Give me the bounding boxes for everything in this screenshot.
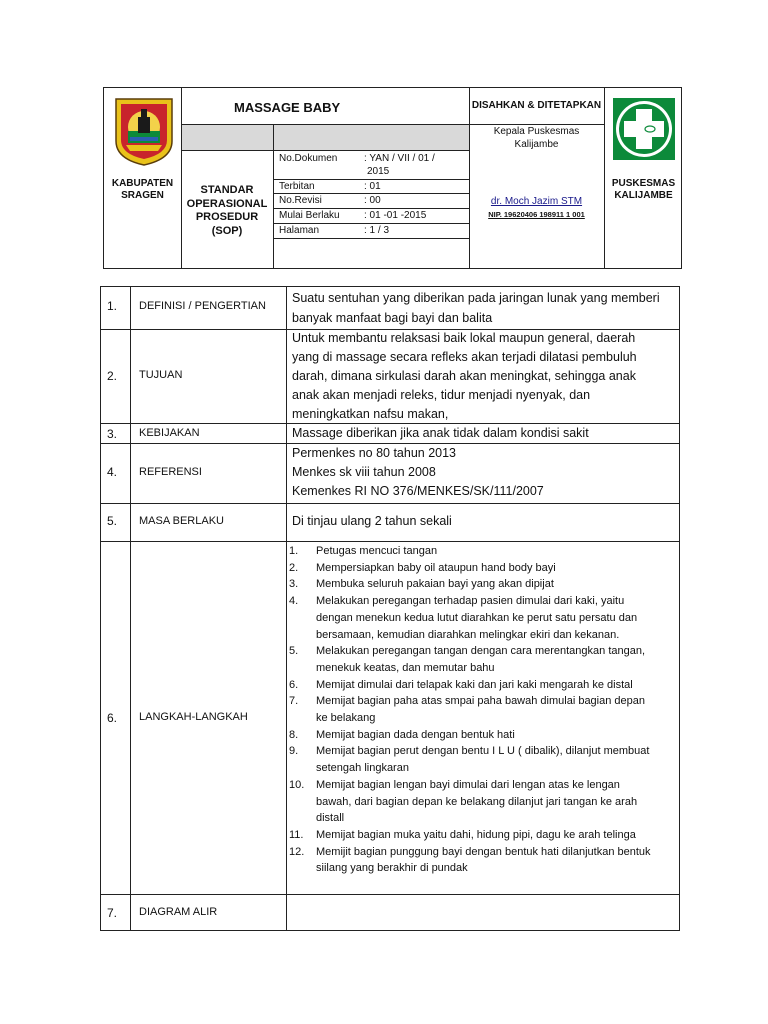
step-item <box>289 693 651 726</box>
section-label-tujuan: TUJUAN <box>139 369 183 381</box>
step-text: distall <box>316 812 345 825</box>
doc-info-value: 2015 <box>367 166 390 177</box>
step-number: 2. <box>289 561 299 574</box>
section-text: Untuk membantu relaksasi baik lokal maupun general, daerah <box>292 331 636 345</box>
step-text: Memijat bagian lengan bayi dimulai dari lengan atas ke lengan <box>316 778 620 791</box>
section-label-masa-berlaku: MASA BERLAKU <box>139 515 224 527</box>
approval-role-line2: Kalijambe <box>514 139 559 150</box>
step-item <box>289 844 651 877</box>
steps-list <box>289 543 651 877</box>
step-text: Mempersiapkan baby oil ataupun hand body bayi <box>316 561 556 574</box>
step-number: 7. <box>289 695 299 708</box>
doc-info-label: Terbitan <box>279 181 315 192</box>
step-text: bersamaan, kemudian diarahkan melingkar ekiri dan kekanan. <box>316 628 620 641</box>
section-label-kebijakan: KEBIJAKAN <box>139 427 200 439</box>
right-org-line2: KALIJAMBE <box>614 190 673 201</box>
step-item <box>289 727 651 744</box>
section-number: 7. <box>107 906 118 920</box>
step-number: 5. <box>289 645 299 658</box>
step-item <box>289 560 651 577</box>
approval-title: DISAHKAN & DITETAPKAN <box>471 100 602 111</box>
section-text: banyak manfaat bagi bayi dan balita <box>292 311 493 325</box>
doc-info-value: : 1 / 3 <box>364 225 390 236</box>
section-text: Suatu sentuhan yang diberikan pada jaringan lunak yang memberi <box>292 291 660 305</box>
section-number: 5. <box>107 514 118 528</box>
sop-label-line2: OPERASIONAL <box>186 197 268 210</box>
right-org-line1: PUSKESMAS <box>611 178 676 189</box>
step-text: Melakukan peregangan terhadap pasien dimulai dari kaki, yaitu <box>316 595 625 608</box>
step-number: 10. <box>289 778 305 791</box>
step-number: 8. <box>289 728 299 741</box>
step-text: menekuk keatas, dan memutar bahu <box>316 661 495 674</box>
grey-band-left <box>182 125 273 150</box>
section-text: Di tinjau ulang 2 tahun sekali <box>292 514 452 528</box>
section-label-langkah: LANGKAH-LANGKAH <box>139 711 248 723</box>
step-text: Memijat dimulai dari telapak kaki dan jari kaki mengarah ke distal <box>316 678 633 691</box>
step-text: Memijat bagian paha atas smpai paha bawah dimulai bagian depan <box>316 695 646 708</box>
approval-nip: NIP. 19620406 198911 1 001 <box>488 210 585 219</box>
section-number: 4. <box>107 465 118 479</box>
section-text: Permenkes no 80 tahun 2013 <box>292 446 457 460</box>
step-text: Petugas mencuci tangan <box>316 545 438 557</box>
doc-info-value: : 01 -01 -2015 <box>364 210 427 221</box>
left-org-line2: SRAGEN <box>121 190 164 201</box>
step-item <box>289 677 651 694</box>
section-label-referensi: REFERENSI <box>139 466 202 478</box>
step-item <box>289 543 651 560</box>
doc-info-label: No.Revisi <box>279 195 322 206</box>
step-text: setengah lingkaran <box>316 762 409 775</box>
step-text: bawah, dari bagian depan ke belakang dilanjut jari tangan ke arah <box>316 795 638 808</box>
section-text: darah, dimana sirkulasi darah akan meningkat, sehingga anak <box>292 369 636 383</box>
step-text: Melakukan peregangan tangan dengan cara merentangkan tangan, <box>316 645 646 658</box>
step-text: Memijit bagian punggung bayi dengan bentuk hati dilanjutkan bentuk <box>316 845 651 858</box>
step-text: dengan menekun kedua lutut diarahkan ke perut satu persatu dan <box>316 611 638 624</box>
page-title: MASSAGE BABY <box>234 100 341 115</box>
step-number: 12. <box>289 845 305 858</box>
section-number: 6. <box>107 711 118 725</box>
step-text: Membuka seluruh pakaian bayi yang akan dipijat <box>316 578 554 591</box>
section-text: Kemenkes RI NO 376/MENKES/SK/111/2007 <box>292 484 544 498</box>
section-label-diagram-alir: DIAGRAM ALIR <box>139 906 218 918</box>
doc-info-value: : YAN / VII / 01 / <box>364 153 435 164</box>
step-text: Memijat bagian perut dengan bentu I L U ( dibalik), dilanjut membuat <box>316 745 650 758</box>
section-label-definisi: DEFINISI / PENGERTIAN <box>139 300 266 312</box>
approval-role-line1: Kepala Puskesmas <box>493 126 580 137</box>
section-number: 1. <box>107 299 118 313</box>
doc-info-label: Mulai Berlaku <box>279 210 340 221</box>
sop-label-line4: (SOP) <box>211 224 243 237</box>
kabupaten-sragen-logo <box>114 97 174 167</box>
step-text: siilang yang berakhir di pundak <box>316 862 468 875</box>
section-number: 3. <box>107 427 118 441</box>
step-item <box>289 827 651 844</box>
sop-label-line3: PROSEDUR <box>195 211 259 223</box>
step-number: 3. <box>289 578 299 591</box>
left-org-line1: KABUPATEN <box>111 178 174 189</box>
step-number: 11. <box>289 828 304 841</box>
puskesmas-logo <box>612 97 676 161</box>
step-item <box>289 643 651 676</box>
doc-info-label: Halaman <box>279 225 320 236</box>
step-item <box>289 777 651 827</box>
step-number: 6. <box>289 678 299 691</box>
section-text: yang di massage secara refleks akan terjadi dilatasi pembuluh <box>292 350 637 364</box>
step-number: 9. <box>289 745 299 758</box>
step-text: Memijat bagian dada dengan bentuk hati <box>316 728 515 741</box>
doc-info-value: : 01 <box>364 181 381 192</box>
approval-signatory: dr. Moch Jazim STM <box>490 196 583 207</box>
step-item <box>289 743 651 776</box>
section-number: 2. <box>107 369 118 383</box>
section-text: anak akan menjadi releks, tidur menjadi nyenyak, dan <box>292 388 591 402</box>
grey-band-right <box>274 125 469 150</box>
section-text: meningkatkan nafsu makan, <box>292 407 449 421</box>
sop-label-line1: STANDAR <box>200 184 254 196</box>
doc-info-label: No.Dokumen <box>279 153 338 164</box>
section-text: Massage diberikan jika anak tidak dalam kondisi sakit <box>292 426 589 440</box>
step-text: ke belakang <box>316 712 376 725</box>
section-text: Menkes sk viii tahun 2008 <box>292 465 436 479</box>
sop-content-table <box>100 286 680 931</box>
step-text: Memijat bagian muka yaitu dahi, hidung pipi, dagu ke arah telinga <box>316 828 636 841</box>
step-number: 1. <box>289 545 299 557</box>
step-item <box>289 593 651 643</box>
doc-info-value: : 00 <box>364 195 381 206</box>
step-number: 4. <box>289 595 299 608</box>
step-item <box>289 576 651 593</box>
sop-header-box <box>103 87 682 269</box>
